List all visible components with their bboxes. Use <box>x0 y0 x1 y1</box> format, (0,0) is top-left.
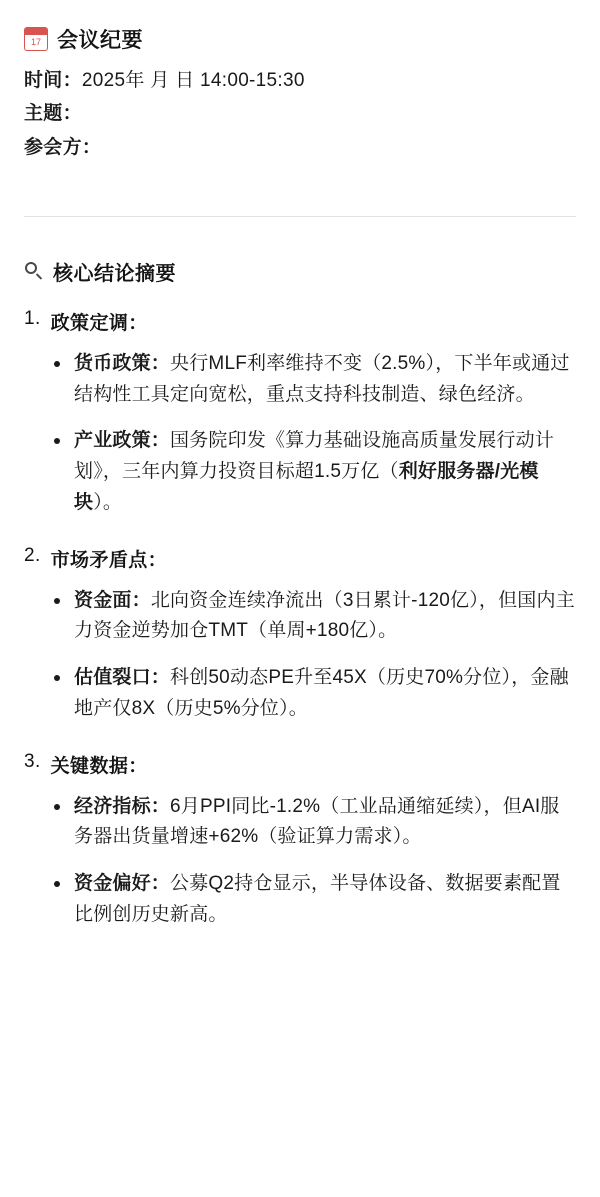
outline-item-3-title: 关键数据： <box>50 755 148 777</box>
outline-item-1-title: 政策定调： <box>50 312 148 334</box>
point-label: 资金面： <box>74 589 151 611</box>
point-text: 北向资金连续净流出（3日累计-120亿），但国内主力资金逆势加仓TMT（单周+180亿）。 <box>74 589 575 642</box>
outline-item-3-points <box>24 792 576 931</box>
outline-item-2-title: 市场矛盾点： <box>50 549 168 571</box>
outline-item-2 <box>24 545 576 725</box>
section-header <box>24 257 576 286</box>
outline-list <box>24 308 576 931</box>
point-label: 经济指标： <box>74 795 171 817</box>
outline-item-3-number: 3. <box>24 750 41 772</box>
calendar-icon <box>24 27 48 51</box>
outline-item-3 <box>24 751 576 931</box>
section-divider <box>24 216 576 217</box>
magnifier-icon <box>24 261 44 281</box>
document-header <box>24 24 576 54</box>
outline-item-2-heading <box>24 545 576 572</box>
point-emphasis: 利好服务器/光模块 <box>74 461 539 513</box>
meta-label-subject: 主题： <box>24 103 82 125</box>
section-title: 核心结论摘要 <box>53 262 176 285</box>
list-item <box>50 586 576 648</box>
point-text: 国务院印发《算力基础设施高质量发展行动计划》，三年内算力投资目标超1.5万亿（ <box>74 430 555 483</box>
outline-item-3-heading <box>24 751 576 778</box>
calendar-icon-day: 17 <box>30 37 41 47</box>
outline-item-1-points <box>24 349 576 519</box>
list-item <box>50 426 576 518</box>
list-item <box>50 869 576 931</box>
meta-row-time <box>24 64 576 97</box>
page-title: 会议纪要 <box>57 29 143 52</box>
outline-item-1-heading <box>24 308 576 335</box>
point-label: 货币政策： <box>74 352 171 374</box>
point-text: 央行MLF利率维持不变（2.5%），下半年或通过结构性工具定向宽松，重点支持科技制造、绿色经济。 <box>74 352 570 405</box>
meta-row-participants <box>24 131 576 164</box>
meta-label-participants: 参会方： <box>24 136 102 158</box>
point-text: 6月PPI同比-1.2%（工业品通缩延续），但AI服务器出货量增速+62%（验证算力需求）。 <box>74 795 560 848</box>
list-item <box>50 663 576 725</box>
magnifier-icon-glass <box>25 262 37 274</box>
meta-label-time: 时间： <box>24 70 82 91</box>
point-text: 科创50动态PE升至45X（历史70%分位），金融地产仅8X（历史5%分位）。 <box>74 667 569 719</box>
meta-value-time: 2025年 月 日 14:00-15:30 <box>81 70 305 91</box>
list-item <box>50 792 576 854</box>
calendar-icon-top <box>25 28 47 35</box>
point-text: 公募Q2持仓显示，半导体设备、数据要素配置比例创历史新高。 <box>74 873 561 925</box>
outline-item-2-number: 2. <box>24 544 41 566</box>
list-item <box>50 349 576 411</box>
meta-row-subject <box>24 97 576 130</box>
outline-item-1 <box>24 308 576 519</box>
point-label: 产业政策： <box>74 430 171 452</box>
magnifier-icon-handle <box>36 274 42 280</box>
point-text-tail: ）。 <box>93 491 123 513</box>
point-label: 资金偏好： <box>74 873 171 895</box>
outline-item-2-points <box>24 586 576 725</box>
point-label: 估值裂口： <box>74 667 171 689</box>
outline-item-1-number: 1. <box>24 307 41 329</box>
